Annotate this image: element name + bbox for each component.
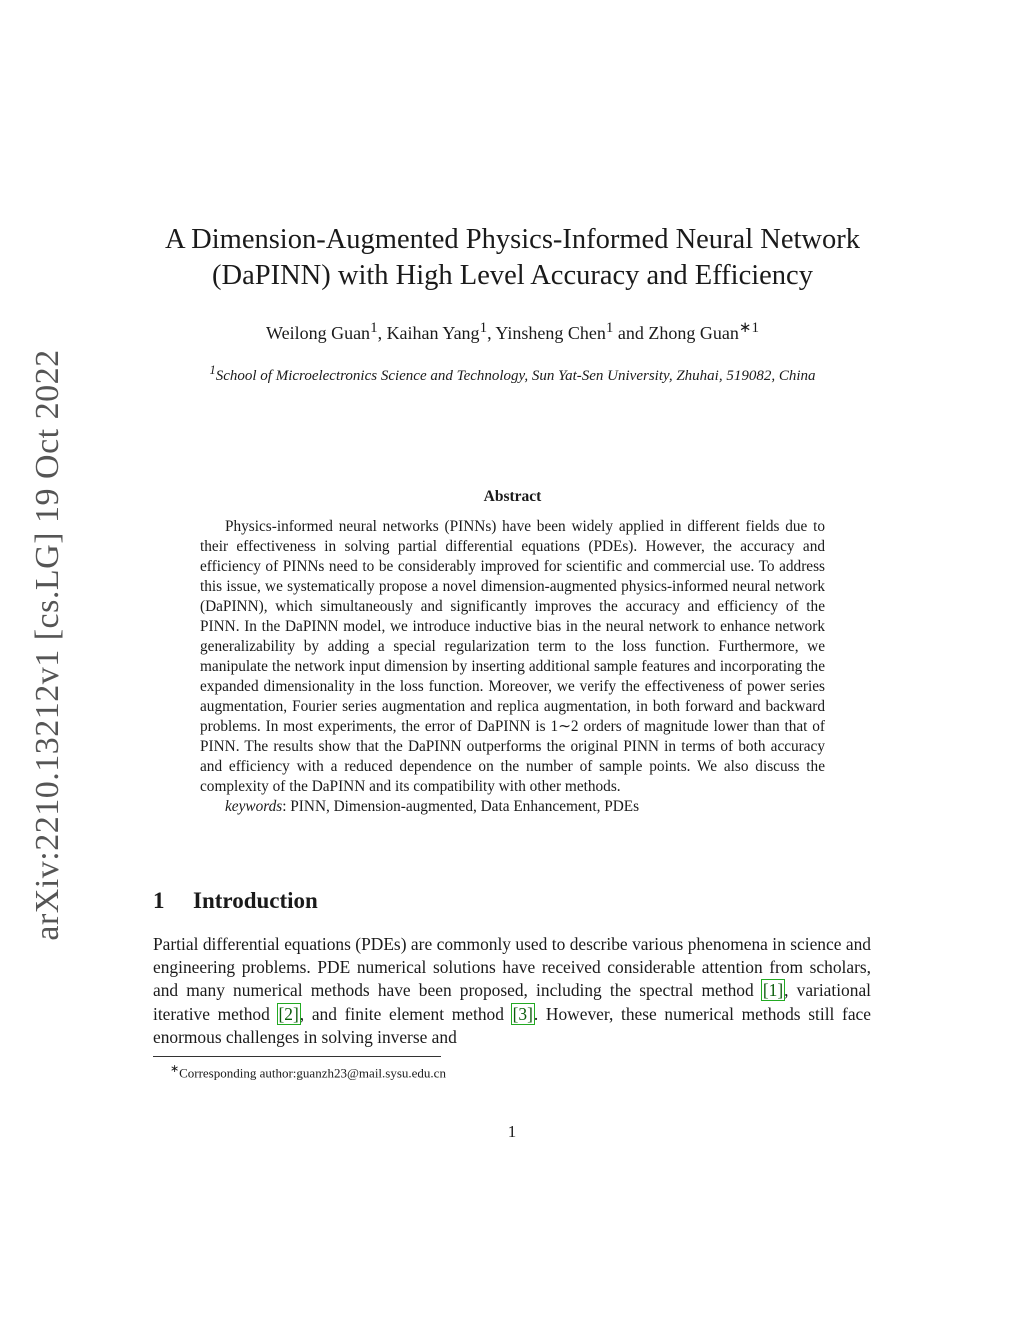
abstract-heading: Abstract bbox=[483, 488, 542, 505]
paper-title bbox=[150, 222, 875, 294]
keywords-line bbox=[200, 797, 825, 817]
author-list: Weilong Guan$^1$, Kaihan Yang$^1$, Yinsheng Chen$^1$ and Zhong Guan$^{∗1}$ bbox=[266, 320, 759, 343]
affiliation-text: School of Microelectronics Science and Technology, Sun Yat-Sen University, Zhuhai, 519082, China bbox=[215, 368, 816, 384]
introduction-paragraph: Partial differential equations (PDEs) are commonly used to describe various phenomena in science and engineering problems. PDE numerical solutions have received considerable attention from scholars, and many numerical methods have been proposed, including the spectral method [1], variational iterative method [2], and finite element method [3]. However, these numerical methods still face enormous challenges in solving inverse and bbox=[153, 934, 871, 1047]
author-name: Kaihan Yang bbox=[386, 323, 480, 343]
author-mark: 1 bbox=[479, 320, 488, 336]
citation-link[interactable]: [1] bbox=[762, 980, 784, 1001]
affiliation-mark: 1 bbox=[209, 363, 216, 377]
author-mark: 1 bbox=[605, 320, 614, 336]
affiliation bbox=[165, 360, 860, 387]
section-title: Introduction bbox=[193, 888, 318, 913]
citation-link[interactable]: [3] bbox=[512, 1003, 533, 1024]
section-number: 1 bbox=[153, 888, 165, 913]
footnote-text: Corresponding author:guanzh23@mail.sysu.edu.cn bbox=[179, 1065, 446, 1081]
footnote bbox=[170, 1062, 446, 1081]
title-line-1: A Dimension-Augmented Physics-Informed Neural Network bbox=[165, 224, 860, 255]
citation-link[interactable]: [2] bbox=[278, 1003, 299, 1024]
keywords-text: : PINN, Dimension-augmented, Data Enhancement, PDEs bbox=[282, 798, 640, 815]
page-number: 1 bbox=[507, 1122, 517, 1141]
keywords-label: keywords bbox=[225, 798, 283, 815]
author-name: Yinsheng Chen bbox=[495, 323, 606, 343]
author-name: Zhong Guan bbox=[648, 323, 739, 343]
abstract-body: Physics-informed neural networks (PINNs) have been widely applied in different fields due to their effectiveness in solving partial differential equations (PDEs). However, the accuracy and efficiency of PINNs need to be considerably improved for scientific and commercial use. To address this issue, we systematically propose a novel dimension-augmented physics-informed neural network (DaPINN), which simultaneously and significantly improves the accuracy and efficiency of the PINN. In the DaPINN model, we introduce inductive bias in the neural network to enhance network generalizability by adding a special regularization term to the loss function. Furthermore, we manipulate the network input dimension by inserting additional sample features and incorporating the expanded dimensionality in the loss function. Moreover, we verify the effectiveness of power series augmentation, Fourier series augmentation and replica augmentation, in both forward and backward problems. In most experiments, the error of DaPINN is 1∼2 orders of magnitude lower than that of PINN. The results show that the DaPINN outperforms the original PINN in terms of both accuracy and efficiency with a reduced dependence on the number of sample points. We also discuss the complexity of the DaPINN and its compatibility with other methods. bbox=[200, 518, 825, 795]
arxiv-side-stamp bbox=[28, 349, 68, 941]
author-mark: ∗1 bbox=[738, 320, 759, 336]
abstract bbox=[200, 517, 825, 817]
footnote-divider bbox=[153, 1056, 441, 1057]
author-name: Weilong Guan bbox=[266, 323, 371, 343]
footnote-mark: ∗ bbox=[170, 1063, 180, 1075]
title-line-2: (DaPINN) with High Level Accuracy and Efficiency bbox=[212, 260, 813, 291]
arxiv-identifier: arXiv:2210.13212v1 [cs.LG] 19 Oct 2022 bbox=[29, 349, 66, 941]
section-heading bbox=[153, 888, 318, 914]
author-mark: 1 bbox=[370, 320, 378, 336]
